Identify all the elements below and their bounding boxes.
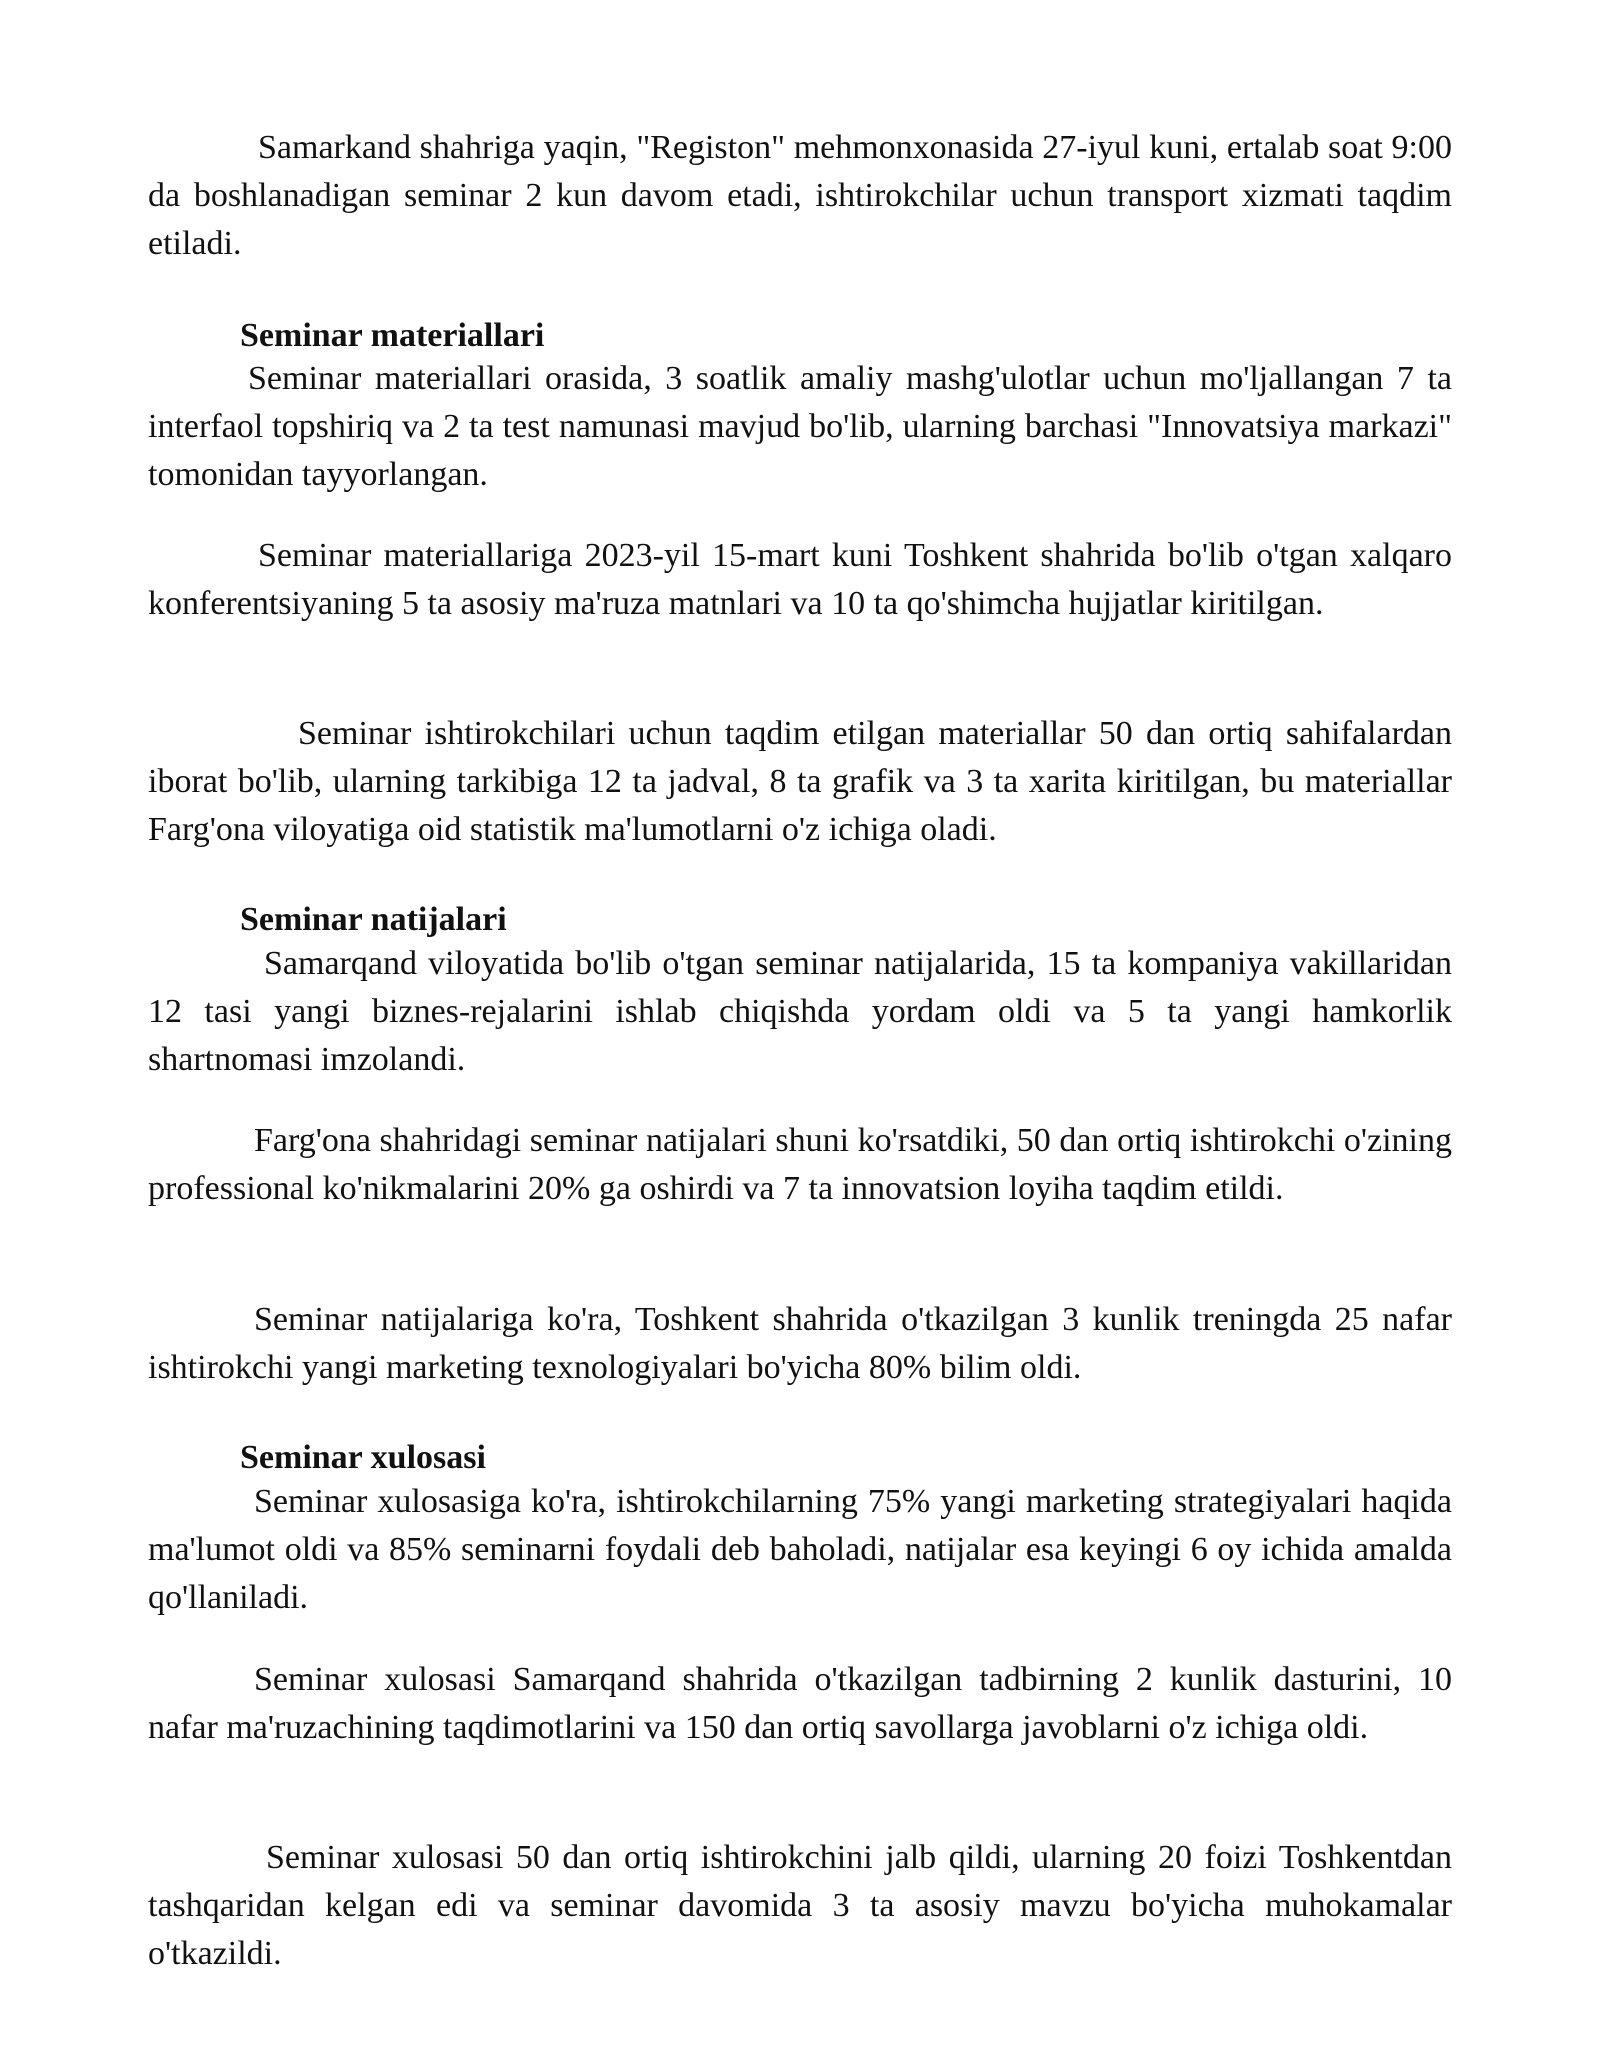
paragraph-results-2: Farg'ona shahridagi seminar natijalari shuni ko'rsatdiki, 50 dan ortiq ishtirokchi o'zining professional ko'nikmalarini 20% ga oshirdi va 7 ta innovatsion loyiha taqdim etildi.	[148, 1122, 1452, 1207]
heading-seminar-materials: Seminar materiallari	[240, 317, 545, 354]
heading-seminar-results: Seminar natijalari	[240, 901, 507, 938]
paragraph-intro: Samarkand shahriga yaqin, "Registon" mehmonxonasida 27-iyul kuni, ertalab soat 9:00 da boshlanadigan seminar 2 kun davom etadi, ishtirokchilar uchun transport xizmati taqdim etiladi.	[148, 129, 1452, 262]
heading-seminar-conclusion: Seminar xulosasi	[240, 1439, 486, 1476]
paragraph-materials-1: Seminar materiallari orasida, 3 soatlik amaliy mashg'ulotlar uchun mo'ljallangan 7 ta interfaol topshiriq va 2 ta test namunasi mavjud bo'lib, ularning barchasi "Innovatsiya markazi" tomonidan tayyorlangan.	[148, 360, 1452, 493]
paragraph-results-3: Seminar natijalariga ko'ra, Toshkent shahrida o'tkazilgan 3 kunlik treningda 25 nafar ishtirokchi yangi marketing texnologiyalari bo'yicha 80% bilim oldi.	[148, 1301, 1452, 1386]
paragraph-conclusion-1: Seminar xulosasiga ko'ra, ishtirokchilarning 75% yangi marketing strategiyalari haqida ma'lumot oldi va 85% seminarni foydali deb baholadi, natijalar esa keyingi 6 oy ichida amalda qo'llaniladi.	[148, 1483, 1452, 1616]
paragraph-conclusion-2: Seminar xulosasi Samarqand shahrida o'tkazilgan tadbirning 2 kunlik dasturini, 10 nafar ma'ruzachining taqdimotlarini va 150 dan ortiq savollarga javoblarni o'z ichiga oldi.	[148, 1661, 1452, 1746]
paragraph-materials-2: Seminar materiallariga 2023-yil 15-mart kuni Toshkent shahrida bo'lib o'tgan xalqaro konferentsiyaning 5 ta asosiy ma'ruza matnlari va 10 ta qo'shimcha hujjatlar kiritilgan.	[148, 537, 1452, 622]
paragraph-materials-3: Seminar ishtirokchilari uchun taqdim etilgan materiallar 50 dan ortiq sahifalardan iborat bo'lib, ularning tarkibiga 12 ta jadval, 8 ta grafik va 3 ta xarita kiritilgan, bu materiallar Farg'ona viloyatiga oid statistik ma'lumotlarni o'z ichiga oladi.	[148, 715, 1452, 848]
paragraph-results-1: Samarqand viloyatida bo'lib o'tgan seminar natijalarida, 15 ta kompaniya vakillaridan 12 tasi yangi biznes-rejalarini ishlab chiqishda yordam oldi va 5 ta yangi hamkorlik shartnomasi imzolandi.	[148, 945, 1452, 1078]
paragraph-conclusion-3: Seminar xulosasi 50 dan ortiq ishtirokchini jalb qildi, ularning 20 foizi Toshkentdan tashqaridan kelgan edi va seminar davomida 3 ta asosiy mavzu bo'yicha muhokamalar o'tkazildi.	[148, 1839, 1452, 1972]
